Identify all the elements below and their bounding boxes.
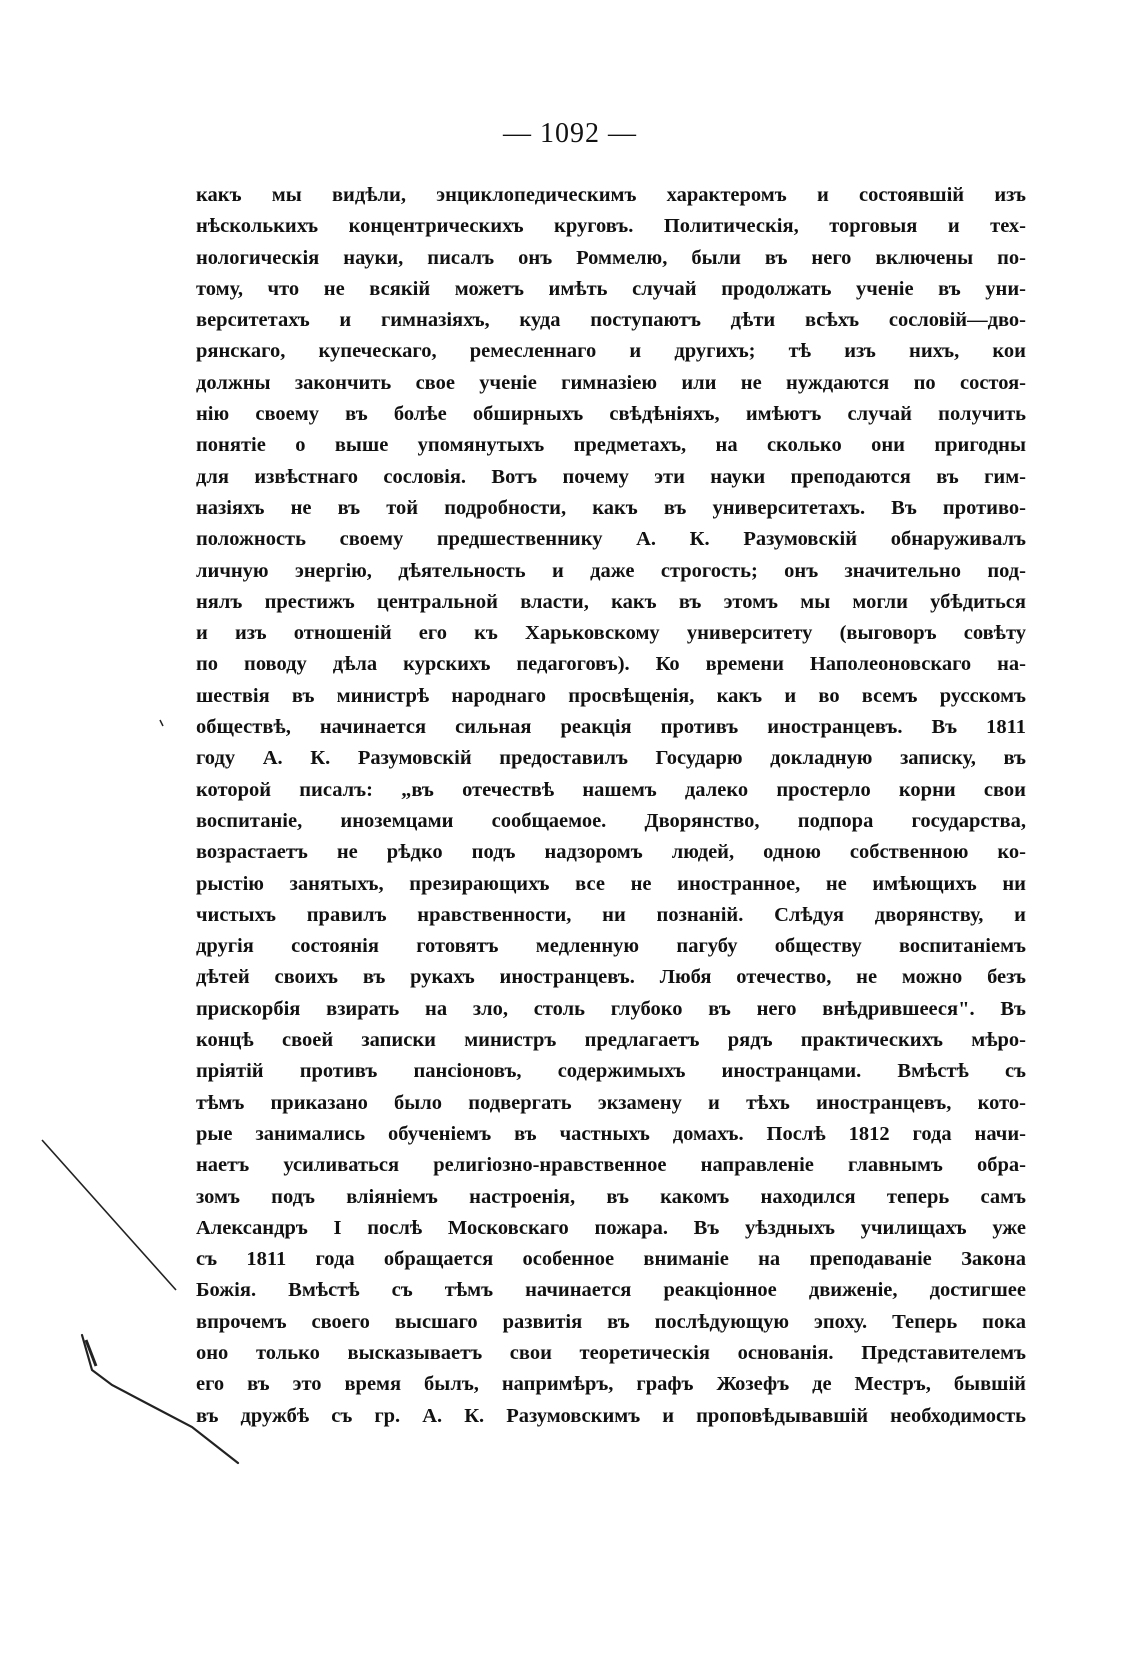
text-line: личную энергію, дѣятельность и даже строгость; онъ значительно под-	[196, 559, 1026, 582]
text-line: верситетахъ и гимназіяхъ, куда поступаютъ дѣти всѣхъ сословій—дво-	[196, 309, 1026, 332]
text-line: шествія въ министрѣ народнаго просвѣщенія, какъ и во всемъ русскомъ	[196, 684, 1026, 707]
text-line: Божія. Вмѣстѣ съ тѣмъ начинается реакціонное движеніе, достигшее	[196, 1279, 1026, 1302]
text-line: прискорбія взирать на зло, столь глубоко въ него внѣдрившееся". Въ	[196, 997, 1026, 1020]
text-line: воспитаніе, иноземцами сообщаемое. Дворянство, подпора государства,	[196, 809, 1026, 832]
text-line: Александръ I послѣ Московскаго пожара. Въ уѣздныхъ училищахъ уже	[196, 1216, 1026, 1239]
text-line: нологическія науки, писалъ онъ Роммелю, были въ него включены по-	[196, 246, 1026, 269]
text-line: рыстію занятыхъ, презирающихъ все не иностранное, не имѣющихъ ни	[196, 872, 1026, 895]
text-line: наетъ усиливаться религіозно-нравственное направленіе главнымъ обра-	[196, 1154, 1026, 1177]
text-line: нялъ престижъ центральной власти, какъ въ этомъ мы могли убѣдиться	[196, 590, 1026, 613]
text-line: году А. К. Разумовскій предоставилъ Государю докладную записку, въ	[196, 747, 1026, 770]
text-line: въ дружбѣ съ гр. А. К. Разумовскимъ и проповѣдывавшій необходимость	[196, 1404, 1026, 1427]
text-line: и изъ отношеній его къ Харьковскому университету (выговоръ совѣту	[196, 622, 1026, 645]
text-line: его въ это время былъ, напримѣръ, графъ Жозефъ де Местръ, бывшій	[196, 1373, 1026, 1396]
text-line: понятіе о выше упомянутыхъ предметахъ, на сколько они пригодны	[196, 434, 1026, 457]
text-line: зомъ подъ вліяніемъ настроенія, въ какомъ находился теперь самъ	[196, 1185, 1026, 1208]
text-line: какъ мы видѣли, энциклопедическимъ характеромъ и состоявшій изъ	[196, 184, 1026, 206]
text-line: должны закончить свое ученіе гимназіею или не нуждаются по состоя-	[196, 371, 1026, 394]
text-line: обществѣ, начинается сильная реакція противъ иностранцевъ. Въ 1811	[196, 716, 1026, 739]
text-line: впрочемъ своего высшаго развитія въ послѣдующую эпоху. Теперь пока	[196, 1310, 1026, 1333]
text-line: чистыхъ правилъ нравственности, ни познаній. Слѣдуя дворянству, и	[196, 903, 1026, 926]
text-line: нію своему въ болѣе обширныхъ свѣдѣніяхъ, имѣютъ случай получить	[196, 403, 1026, 426]
page-number: — 1092 —	[503, 118, 637, 149]
text-line: оно только высказываетъ свои теоретическія основанія. Представителемъ	[196, 1341, 1026, 1364]
text-line: по поводу дѣла курскихъ педагоговъ). Ко времени Наполеоновскаго на-	[196, 653, 1026, 676]
text-line: концѣ своей записки министръ предлагаетъ рядъ практическихъ мѣро-	[196, 1029, 1026, 1052]
text-line: для извѣстнаго сословія. Вотъ почему эти науки преподаются въ гим-	[196, 465, 1026, 488]
text-line: которой писалъ: „въ отечествѣ нашемъ далеко простерло корни свои	[196, 778, 1026, 801]
text-line: нѣсколькихъ концентрическихъ круговъ. Политическія, торговыя и тех-	[196, 215, 1026, 238]
text-line: возрастаетъ не рѣдко подъ надзоромъ людей, одною собственною ко-	[196, 841, 1026, 864]
text-line: тѣмъ приказано было подвергать экзамену и тѣхъ иностранцевъ, кото-	[196, 1091, 1026, 1114]
text-line: другія состоянія готовятъ медленную пагубу обществу воспитаніемъ	[196, 935, 1026, 958]
text-line: тому, что не всякій можетъ имѣть случай продолжать ученіе въ уни-	[196, 277, 1026, 300]
text-line: рянскаго, купеческаго, ремесленнаго и другихъ; тѣ изъ нихъ, кои	[196, 340, 1026, 363]
text-line: съ 1811 года обращается особенное вниманіе на преподаваніе Закона	[196, 1248, 1026, 1271]
text-line: рые занимались обученіемъ въ частныхъ домахъ. Послѣ 1812 года начи-	[196, 1122, 1026, 1145]
text-line: положность своему предшественнику А. К. Разумовскій обнаруживалъ	[196, 528, 1026, 551]
text-line: дѣтей своихъ въ рукахъ иностранцевъ. Любя отечество, не можно безъ	[196, 966, 1026, 989]
text-line: назіяхъ не въ той подробности, какъ въ университетахъ. Въ противо-	[196, 496, 1026, 519]
text-line: пріятій противъ пансіоновъ, содержимыхъ иностранцами. Вмѣстѣ съ	[196, 1060, 1026, 1083]
